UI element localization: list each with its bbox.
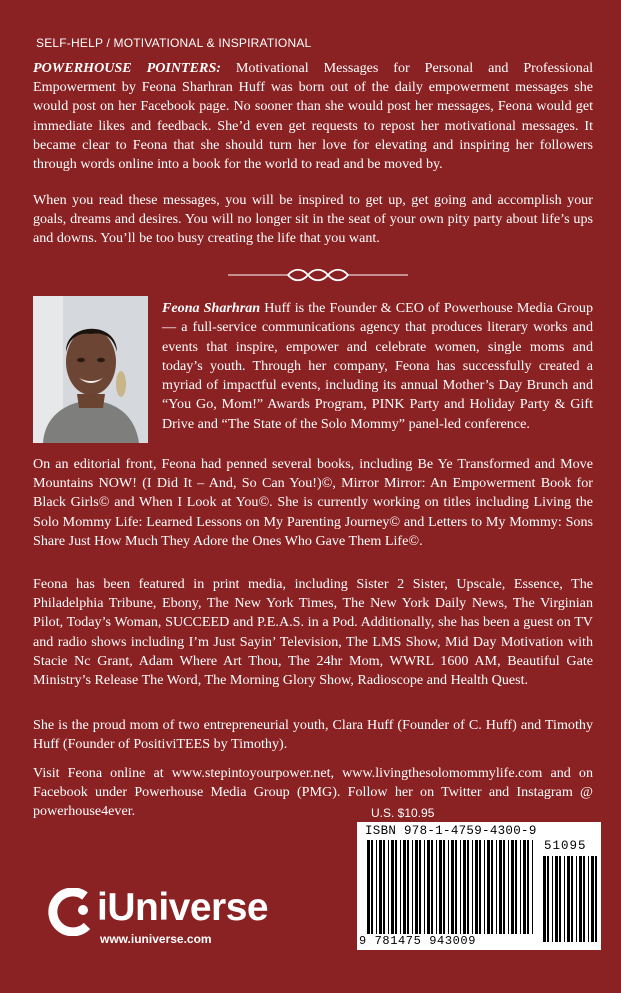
barcode-bar	[496, 840, 497, 934]
barcode-bar	[547, 856, 549, 942]
publisher-mark-icon	[45, 888, 95, 936]
barcode-bar	[395, 840, 397, 934]
barcode-bar	[367, 840, 370, 934]
barcode-bar	[503, 840, 505, 934]
barcode-bar	[579, 856, 582, 942]
barcode-bar	[595, 856, 597, 942]
barcode-bar	[403, 840, 406, 934]
paragraph-editorial: On an editorial front, Feona had penned several books, including Be Ye Transformed and Move Mountains NOW! (I Did It – And, So Can You!)©, Mirror Mirror: An Empowerment Book for Black Girls© and When I Look at You©. She is currently working on titles including Living the Solo Mommy Life: Learned Lessons on My Parenting Journey© and Letters to My Mommy: Sons Share Just How Much They Adore the Ones Who Gave Them Life©.	[33, 456, 593, 549]
barcode-bar	[439, 840, 442, 934]
paragraph-contact: Visit Feona online at www.stepintoyourpower.net, www.livingthesolomommylife.com and on Facebook under Powerhouse Media Group (PMG). Follow her on Twitter and Instagram @ powerhouse4ever.	[33, 765, 593, 820]
barcode-bar	[451, 840, 454, 934]
barcode-bar	[455, 840, 457, 934]
publisher-logo	[45, 886, 305, 946]
barcode-bar	[436, 840, 437, 934]
barcode-bar	[499, 840, 502, 934]
barcode-bar	[424, 840, 425, 934]
barcode-box	[357, 822, 601, 950]
author-name: Feona Sharhran	[162, 300, 261, 316]
publisher-name: iUniverse	[97, 886, 269, 929]
barcode-bar	[467, 840, 469, 934]
author-bio-text: Huff is the Founder & CEO of Powerhouse Media Group — a full-service communications agency that produces literary works and events that inspire, empower and celebrate women, single moms and today’s youth. Through her company, Feona has successfully created a myriad of impactful events, including its annual Mother’s Day Brunch and “You Go, Mom!” Awards Program, PINK Party and Holiday Party & Gift Drive and “The State of the Solo Mommy” panel-led conference.	[162, 300, 593, 432]
barcode-bar	[559, 856, 561, 942]
barcode-bar	[427, 840, 430, 934]
ean-barcode	[367, 840, 537, 934]
paragraph-family: She is the proud mom of two entrepreneurial youth, Clara Huff (Founder of C. Huff) and Timothy Huff (Founder of PositiviTEES by Timothy).	[33, 717, 593, 753]
price-supplement-number: 51095	[544, 839, 587, 853]
barcode-bar	[371, 840, 373, 934]
ornamental-divider	[228, 265, 408, 285]
barcode-bar	[520, 840, 521, 934]
author-bio	[162, 299, 593, 434]
barcode-bar	[567, 856, 570, 942]
barcode-bar	[588, 856, 589, 942]
barcode-bar	[491, 840, 493, 934]
barcode-bar	[532, 840, 533, 934]
barcode-bar	[415, 840, 418, 934]
barcode-bar	[472, 840, 473, 934]
paragraph-media: Feona has been featured in print media, including Sister 2 Sister, Upscale, Essence, The Philadelphia Tribune, Ebony, The New York Times, The New York Daily News, The Virginian Pilot, Today’s Woman, SUCCEED and P.E.A.S. in a Pod. Additionally, she has been a guest on TV and radio shows including I’m Just Sayin’ Television, The LMS Show, Mid Day Motivation with Stacie Nc Grant, Adam Where Art Thou, The 24hr Mom, WWRL 1600 AM, Beautiful Gate Ministry’s Release The Word, The Morning Glory Show, Radioscope and Health Quest.	[33, 576, 593, 689]
price-label: U.S. $10.95	[371, 806, 435, 820]
barcode-bar	[552, 856, 553, 942]
barcode-bar	[407, 840, 409, 934]
ean-number: 9 781475 943009	[359, 934, 477, 948]
barcode-bar	[376, 840, 377, 934]
barcode-bar	[479, 840, 481, 934]
paragraph-inspire: When you read these messages, you will be inspired to get up, get going and accomplish your goals, dreams and desires. You will no longer sit in the seat of your own pity party about life’s ups and downs. You’ll be too busy creating the life that you want.	[33, 192, 593, 247]
intro-lead: POWERHOUSE POINTERS:	[33, 60, 221, 76]
intro-paragraph	[33, 59, 593, 174]
barcode-bar	[583, 856, 585, 942]
barcode-bar	[576, 856, 577, 942]
barcode-bar	[419, 840, 421, 934]
publisher-url: www.iuniverse.com	[100, 932, 212, 946]
barcode-bar	[388, 840, 389, 934]
barcode-bar	[463, 840, 466, 934]
barcode-bar	[523, 840, 526, 934]
supplement-barcode	[543, 856, 597, 942]
barcode-bar	[383, 840, 385, 934]
intro-text: Motivational Messages for Personal and Professional Empowerment by Feona Sharhran Huff was born out of the daily empowerment messages she would post on her Facebook page. No sooner than she would post her messages, Feona would get immediate likes and feedback. She’d even get requests to repost her motivational messages. It became clear to Feona that she should turn her love for elevating and inspiring her followers through words online into a book for the world to read and be moved by.	[33, 60, 594, 173]
barcode-bar	[527, 840, 529, 934]
category-label: SELF-HELP / MOTIVATIONAL & INSPIRATIONAL	[36, 36, 312, 50]
barcode-bar	[487, 840, 490, 934]
barcode-bar	[379, 840, 382, 934]
barcode-bar	[511, 840, 514, 934]
barcode-bar	[555, 856, 558, 942]
isbn-text: ISBN 978-1-4759-4300-9	[365, 824, 537, 838]
barcode-bar	[391, 840, 394, 934]
barcode-bar	[431, 840, 433, 934]
barcode-bar	[475, 840, 478, 934]
barcode-bar	[460, 840, 461, 934]
author-photo	[33, 296, 148, 443]
barcode-bar	[484, 840, 485, 934]
barcode-bar	[564, 856, 565, 942]
barcode-bar	[543, 856, 546, 942]
barcode-bar	[571, 856, 573, 942]
barcode-bar	[443, 840, 445, 934]
barcode-bar	[412, 840, 413, 934]
barcode-bar	[591, 856, 594, 942]
barcode-bar	[508, 840, 509, 934]
barcode-bar	[400, 840, 401, 934]
barcode-bar	[448, 840, 449, 934]
barcode-bar	[515, 840, 517, 934]
